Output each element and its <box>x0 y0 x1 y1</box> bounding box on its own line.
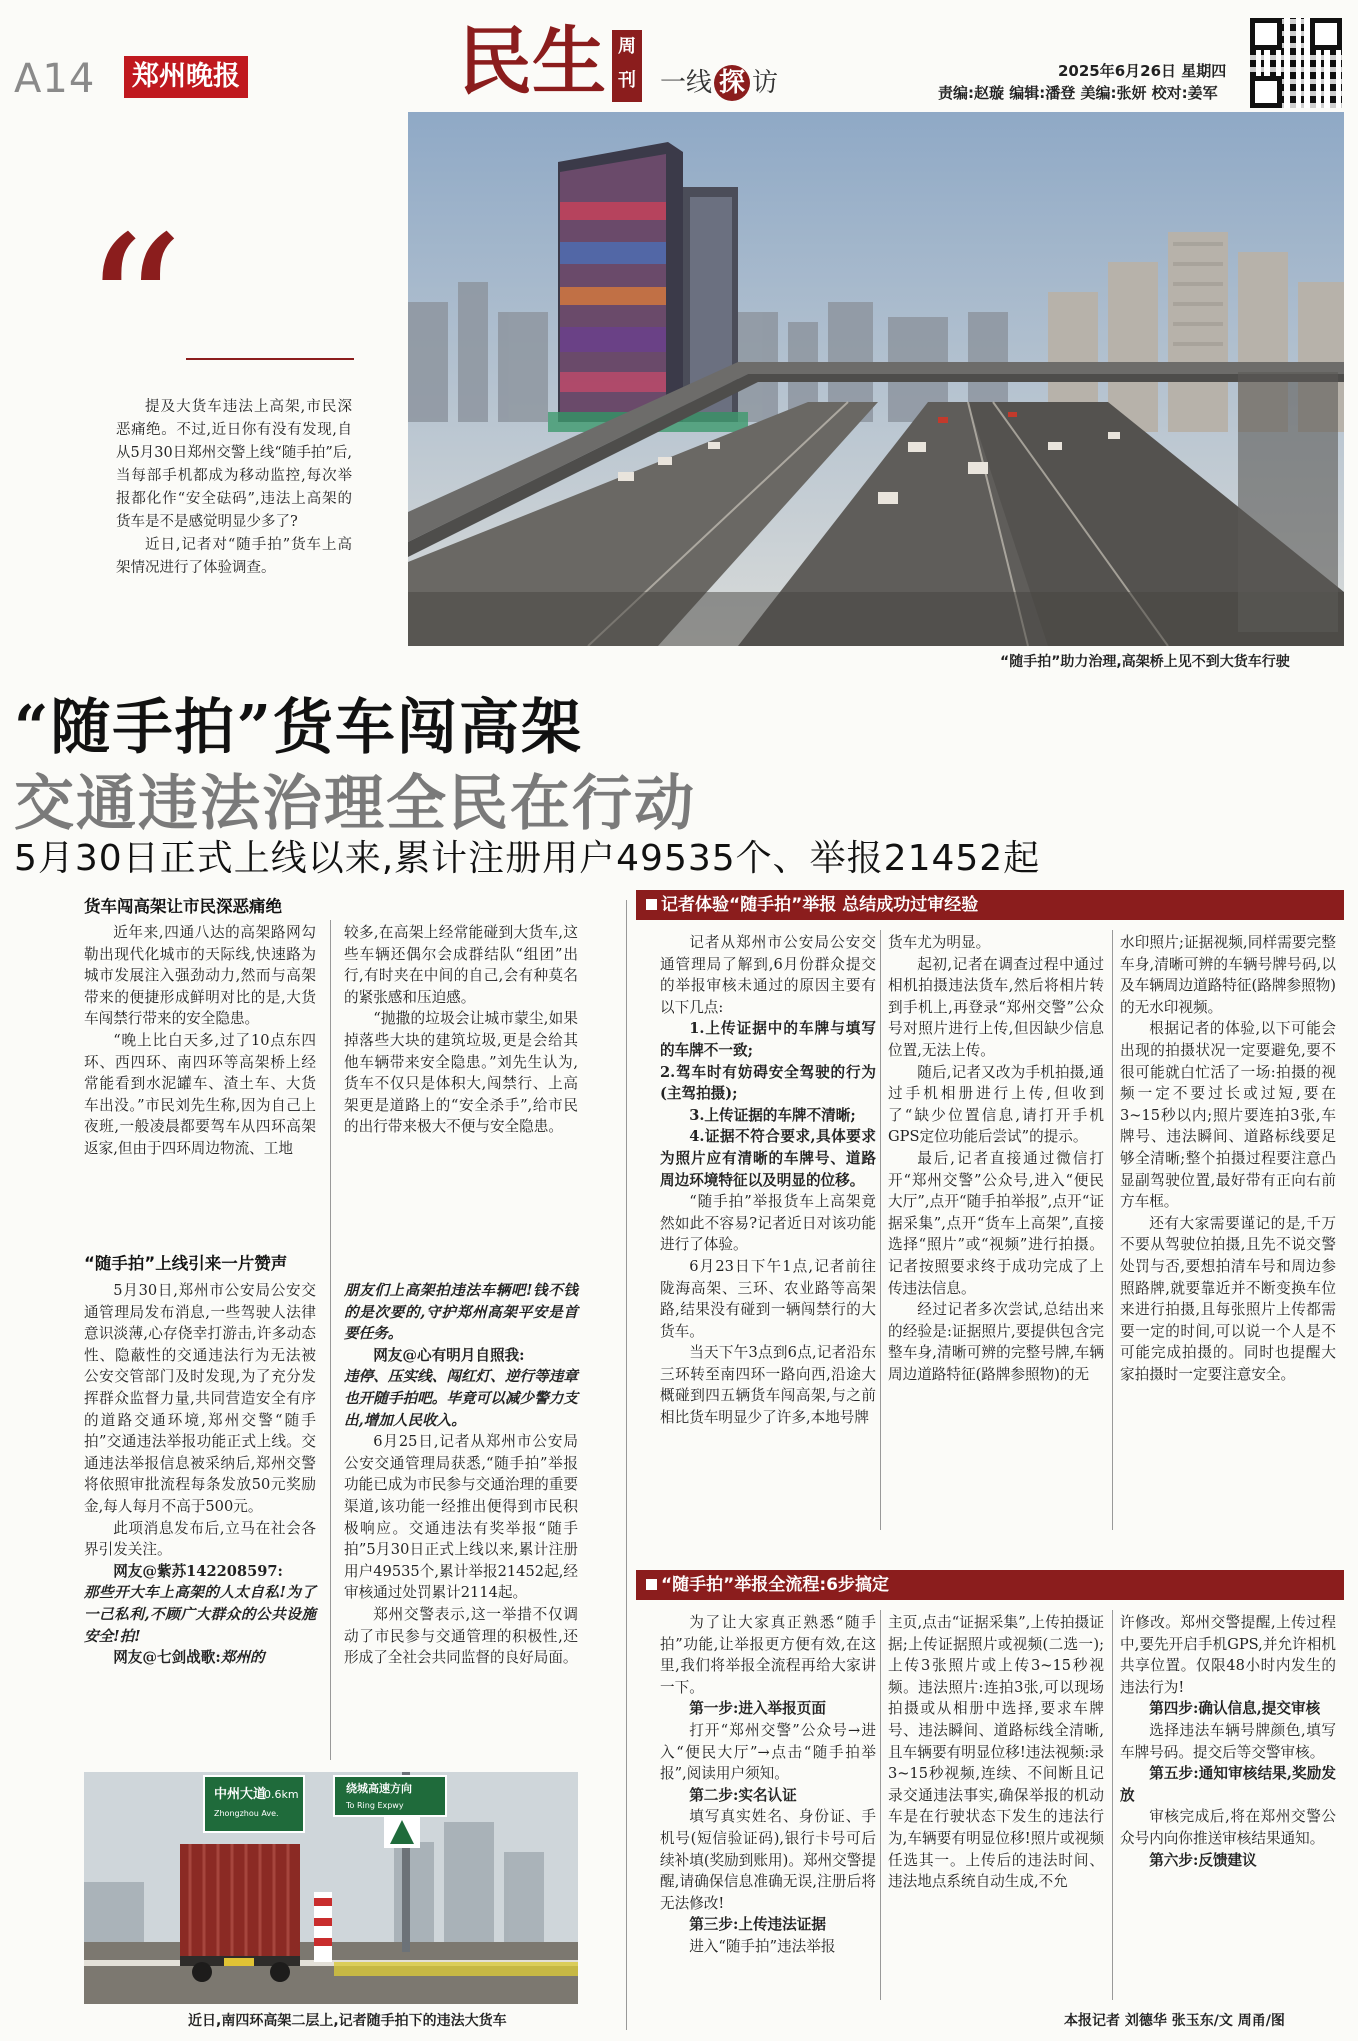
newspaper-logo: 郑州晚报 <box>124 56 248 98</box>
netizen-comment: 那些开大车上高架的人太自私!为了一己私利,不顾广大群众的公共设施安全!拍! <box>84 1584 316 1645</box>
intro-paragraph: 近日,记者对“随手拍”货车上高架情况进行了体验调查。 <box>116 537 352 576</box>
column-divider <box>1112 930 1113 1530</box>
column-1a <box>84 922 316 1160</box>
issue-date: 2025年6月26日 星期四 <box>1058 62 1227 80</box>
quote-mark-icon: “ <box>82 194 185 427</box>
paragraph: 6月25日,记者从郑州市公安局公安交通管理局获悉,“随手拍”举报功能已成为市民参与交通治理的重要渠道,该功能一经推出便得到市民积极响应。交通违法有奖举报“随手拍”5月30日正式上线以来,累计注册用户49535个,累计举报21452起,经审核通过处罚累计2114起。 <box>344 1433 578 1602</box>
paragraph: 6月23日下午1点,记者前往陇海高架、三环、农业路等高架路,结果没有碰到一辆闯禁行的大货车。 <box>660 1257 876 1340</box>
section-band-1 <box>636 890 1344 920</box>
paragraph: 货车尤为明显。 <box>888 934 991 951</box>
column-2a <box>344 922 578 1138</box>
weekly-tag <box>612 30 642 102</box>
intro-paragraph: 提及大货车违法上高架,市民深恶痛绝。不过,近日你有没有发现,自从5月30日郑州交警上线“随手拍”后,当每部手机都成为移动监控,每次举报都化作“安全砝码”,违法上高架的货车是不是感觉明显少多了? <box>116 399 352 530</box>
column-5c <box>1120 1612 1336 1871</box>
column-4 <box>888 932 1104 1385</box>
sign2-english: To Ring Expwy <box>346 1801 404 1810</box>
column-1b <box>84 1280 316 1669</box>
subhead-2: “随手拍”上线引来一片赞声 <box>84 1254 288 1273</box>
netizen-comment: 朋友们上高架拍违法车辆吧!钱不钱的是次要的,守护郑州高架平安是首要任务。 <box>344 1282 578 1343</box>
column-divider <box>330 920 331 1760</box>
staff-credits: 责编:赵璇 编辑:潘登 美编:张妍 校对:姜军 <box>938 84 1218 102</box>
square-icon <box>646 1579 657 1590</box>
qr-finder <box>1250 76 1282 108</box>
column-3c <box>660 1612 876 1958</box>
sub-brand-pre: 一线 <box>660 68 713 98</box>
truck-illustration <box>84 1772 578 2004</box>
paragraph: 选择违法车辆号牌颜色,填写车牌号码。提交后等交警审核。 <box>1120 1721 1336 1761</box>
hero-caption: “随手拍”助力治理,高架桥上见不到大货车行驶 <box>1000 654 1290 670</box>
paragraph: 许修改。郑州交警提醒,上传过程中,要先开启手机GPS,并允许相机共享位置。仅限48小时内发生的违法行为! <box>1120 1614 1336 1696</box>
column-3 <box>660 932 876 1429</box>
sign1-text: 中州大道 <box>214 1787 267 1802</box>
byline: 本报记者 刘德华 张玉东/文 周甬/图 <box>1064 2013 1285 2029</box>
paragraph: 经过记者多次尝试,总结出来的经验是:证据照片,要提供包含完整车身,清晰可辨的完整号牌,车辆周边道路特征(路牌参照物)的无 <box>888 1301 1104 1383</box>
netizen-name: 网友@紫苏142208597: <box>113 1562 283 1580</box>
qr-code-icon <box>1250 18 1342 108</box>
column-divider <box>880 1610 881 2000</box>
netizen-name: 网友@七剑战歌: <box>113 1649 221 1667</box>
square-icon <box>646 899 657 910</box>
headline-deck: 5月30日正式上线以来,累计注册用户49535个、举报21452起 <box>14 838 1041 879</box>
step-heading: 第一步:进入举报页面 <box>689 1700 826 1718</box>
section-title: 民生 <box>458 19 606 105</box>
column-divider <box>626 900 627 2030</box>
paragraph: 当天下午3点到6点,记者沿东三环转至南四环一路向西,沿途大概碰到四五辆货车闯高架,与之前相比货车明显少了许多,本地号牌 <box>660 1344 876 1427</box>
section-band-2 <box>636 1570 1344 1600</box>
truck-photo-caption: 近日,南四环高架二层上,记者随手拍下的违法大货车 <box>188 2013 507 2029</box>
netizen-line <box>84 1647 316 1669</box>
weekly-label: 周刊 <box>618 36 636 91</box>
column-2b <box>344 1280 578 1669</box>
sign2-text: 绕城高速方向 <box>346 1782 412 1795</box>
truck-photo <box>84 1772 578 2004</box>
netizen-comment: 违停、压实线、闯红灯、逆行等违章也开随手拍吧。毕竟可以减少警力支出,增加人民收入。 <box>344 1368 578 1429</box>
paragraph: 近年来,四通八达的高架路网勾勒出现代化城市的天际线,快速路为城市发展注入强劲动力,然而与高架带来的便捷形成鲜明对比的是,大货车闯禁行带来的安全隐患。 <box>84 924 316 1028</box>
sub-brand-circle: 探 <box>714 65 750 101</box>
paragraph: 起初,记者在调查过程中通过相机拍摄违法货车,然后将相片转到手机上,再登录“郑州交警”公众号对照片进行上传,但因缺少信息位置,无法上传。 <box>888 955 1104 1059</box>
paragraph: 填写真实姓名、身份证、手机号(短信验证码),银行卡号可后续补填(奖励到账用)。郑州交警提醒,请确保信息准确无误,注册后将无法修改! <box>660 1808 876 1912</box>
list-item: 2.驾车时有妨碍安全驾驶的行为(主驾拍摄); <box>660 1063 876 1103</box>
paragraph: 此项消息发布后,立马在社会各界引发关注。 <box>84 1519 316 1559</box>
paragraph: 进入“随手拍”违法举报 <box>689 1937 836 1955</box>
paragraph: 水印照片;证据视频,同样需要完整车身,清晰可辨的车辆号牌号码,以及车辆周边道路特征(路牌参照物)的无水印视频。 <box>1120 934 1336 1016</box>
step-heading: 第四步:确认信息,提交审核 <box>1149 1700 1321 1718</box>
intro-text <box>116 396 352 580</box>
step-heading: 第三步:上传违法证据 <box>689 1916 826 1934</box>
paragraph: “抛撒的垃圾会让城市蒙尘,如果掉落些大块的建筑垃圾,更是会给其他车辆带来安全隐患。”刘先生认为,货车不仅只是体积大,闯禁行、上高架更是道路上的“安全杀手”,给市民的出行带来极大不便与安全隐患。 <box>344 1010 578 1136</box>
paragraph: 较多,在高架上经常能碰到大货车,这些车辆还偶尔会成群结队“组团”出行,有时夹在中间的自己,会有种莫名的紧张感和压迫感。 <box>344 924 578 1006</box>
section-band-title: “随手拍”举报全流程:6步搞定 <box>661 1575 889 1595</box>
sub-brand <box>660 62 778 101</box>
list-item: 1.上传证据中的车牌与填写的车牌不一致; <box>660 1020 876 1059</box>
column-5 <box>1120 932 1336 1385</box>
paragraph: 打开“郑州交警”公众号→进入“便民大厅”→点击“随手拍举报”,阅读用户须知。 <box>660 1721 876 1783</box>
quote-rule <box>186 358 354 360</box>
column-divider <box>880 930 881 1530</box>
sign1-english: Zhongzhou Ave. <box>214 1809 279 1818</box>
paragraph: “晚上比白天多,过了10点东四环、西四环、南四环等高架桥上经常能看到水泥罐车、渣土车、大货车出没。”市民刘先生称,因为自己上夜班,一般凌晨都要驾车从四环高架返家,但由于四环周边物流、工地 <box>84 1031 316 1157</box>
sub-brand-post: 访 <box>752 68 779 98</box>
paragraph: 主页,点击“证据采集”,上传拍摄证据;上传证据照片或视频(二选一);上传3张照片或上传3~15秒视频。违法照片:连拍3张,可以现场拍摄或从相册中选择,要求车牌号、违法瞬间、道路标线全清晰,且车辆要有明显位移!违法视频:录3~15秒视频,连续、不间断且记录交通违法事实,确保举报的机动车是在行驶状态下发生的违法行为,车辆要有明显位移!照片或视频任选其一。上传后的违法时间、违法地点系统自动生成,不允 <box>888 1614 1104 1891</box>
qr-finder <box>1250 18 1282 50</box>
netizen-comment: 郑州的 <box>220 1649 265 1667</box>
step-heading: 第二步:实名认证 <box>689 1786 797 1804</box>
sign1-distance: 0.6km <box>264 1788 299 1801</box>
elevated-road-illustration <box>408 112 1344 646</box>
headline-subtitle: 交通违法治理全民在行动 <box>14 769 696 839</box>
list-item: 4.证据不符合要求,具体要求为照片应有清晰的车牌号、道路周边环境特征以及明显的位移。 <box>660 1128 876 1189</box>
paragraph: 5月30日,郑州市公安局公安交通管理局发布消息,一些驾驶人法律意识淡薄,心存侥幸打游击,许多动态性、隐蔽性的交通违法行为无法被公安交管部门及时发现,为了充分发挥群众监督力量,共同营造安全有序的道路交通环境,郑州交警“随手拍”交通违法举报功能正式上线。交通违法举报信息被采纳后,郑州交警将依照审批流程每条发放50元奖励金,每人每月不高于500元。 <box>84 1282 316 1515</box>
paragraph: 记者从郑州市公安局公安交通管理局了解到,6月份群众提交的举报审核未通过的原因主要有以下几点: <box>660 934 876 1016</box>
paragraph: 还有大家需要谨记的是,千万不要从驾驶位拍摄,且先不说交警处罚与否,要想拍清车号和周边参照路牌,就要靠近并不断变换车位来进行拍摄,且每张照片上传都需要一定的时间,可以说一个人是不可能完成拍摄的。同时也提醒大家拍摄时一定要注意安全。 <box>1120 1214 1336 1383</box>
paragraph: “随手拍”举报货车上高架竟然如此不容易?记者近日对该功能进行了体验。 <box>660 1193 876 1254</box>
column-4c <box>888 1612 1104 1893</box>
paragraph: 根据记者的体验,以下可能会出现的拍摄状况一定要避免,要不很可能就白忙活了一场:拍摄的视频一定不要过长或过短,要在3~15秒以内;照片要连拍3张,车牌号、违法瞬间、道路标线要足够全清晰;整个拍摄过程要注意凸显副驾驶位置,最好带有正向右前方车框。 <box>1120 1020 1336 1211</box>
qr-finder <box>1310 18 1342 50</box>
column-divider <box>1112 1610 1113 2000</box>
step-heading: 第五步:通知审核结果,奖励发放 <box>1120 1765 1336 1804</box>
section-band-title: 记者体验“随手拍”举报 总结成功过审经验 <box>661 895 979 915</box>
paragraph: 郑州交警表示,这一举措不仅调动了市民参与交通管理的积极性,还形成了全社会共同监督的良好局面。 <box>344 1605 578 1667</box>
netizen-name: 网友@心有明月自照我: <box>373 1346 525 1364</box>
paragraph: 审核完成后,将在郑州交警公众号内向你推送审核结果通知。 <box>1120 1808 1336 1847</box>
headline-title: “随手拍”货车闯高架 <box>14 693 584 763</box>
subhead-1: 货车闯高架让市民深恶痛绝 <box>84 897 282 916</box>
list-item: 3.上传证据的车牌不清晰; <box>689 1106 856 1124</box>
paragraph: 随后,记者又改为手机拍摄,通过手机相册进行上传,但收到了“缺少位置信息,请打开手机GPS定位功能后尝试”的提示。 <box>888 1063 1104 1146</box>
paragraph: 最后,记者直接通过微信打开“郑州交警”公众号,进入“便民大厅”,点开“随手拍举报”,点开“证据采集”,点开“货车上高架”,直接选择“照片”或“视频”进行拍摄。记者按照要求终于成功完成了上传违法信息。 <box>888 1149 1104 1297</box>
step-heading: 第六步:反馈建议 <box>1149 1851 1257 1869</box>
page-number: A14 <box>14 56 96 102</box>
paragraph: 为了让大家真正熟悉“随手拍”功能,让举报更方便有效,在这里,我们将举报全流程再给大家讲一下。 <box>660 1614 876 1696</box>
hero-photo <box>408 112 1344 646</box>
